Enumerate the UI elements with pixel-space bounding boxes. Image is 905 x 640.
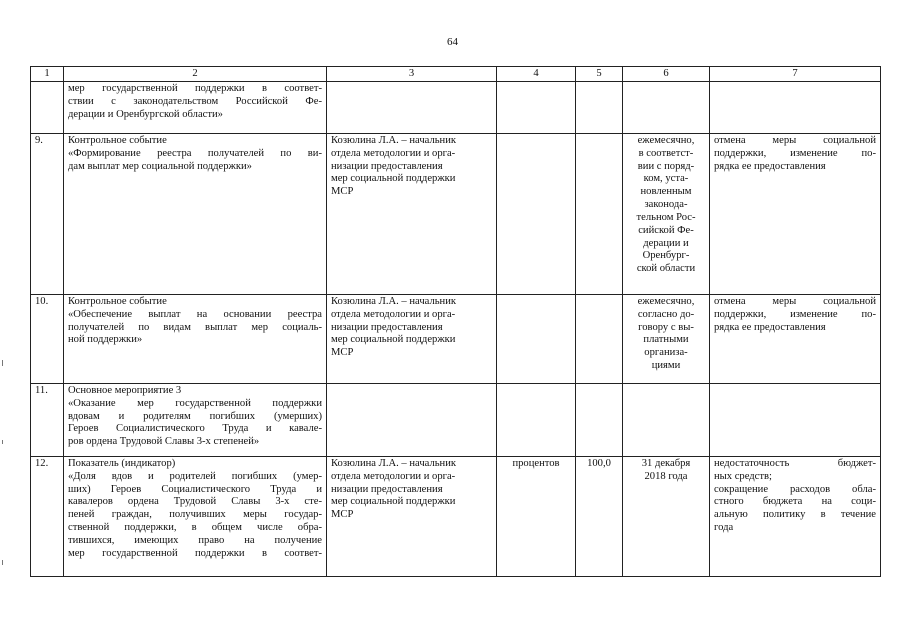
text-line: альную политику в течение	[714, 509, 876, 521]
text-line: пеней граждан, получивших меры государ-	[68, 509, 322, 521]
text-line: недостаточность бюджет-	[714, 458, 876, 469]
text-line: «Оказание мер государственной поддержки	[68, 397, 322, 409]
text-line: ствии с законодательством Российской Фе-	[68, 95, 322, 107]
document-table	[30, 66, 881, 577]
row-number: 12.	[31, 457, 64, 577]
column-header-4: 4	[497, 67, 576, 82]
column-header-3: 3	[327, 67, 497, 82]
row-unit	[497, 82, 576, 134]
table-row	[31, 134, 881, 295]
row-description	[64, 457, 327, 577]
row-deadline	[623, 295, 710, 384]
column-header-5: 5	[576, 67, 623, 82]
row-responsible	[327, 82, 497, 134]
text-line: Контрольное событие	[68, 296, 167, 307]
row-unit	[497, 295, 576, 384]
row-responsible	[327, 457, 497, 577]
text-line: сокращение расходов обла-	[714, 483, 876, 495]
text-line: ших) Героев Социалистического Труда и	[68, 483, 322, 495]
row-unit: процентов	[497, 457, 576, 577]
text-line: МСР	[331, 186, 354, 198]
text-line: поддержки, изменение по-	[714, 147, 876, 159]
text-line: Козюлина Л.А. – начальник	[331, 135, 457, 146]
text-line: ком, уста-	[643, 173, 689, 185]
text-line: мер социальной поддержки	[331, 173, 456, 185]
text-line: 2018 года	[644, 470, 688, 482]
row-deadline	[623, 457, 710, 577]
text-line: согласно до-	[637, 308, 695, 320]
text-line: отмена меры социальной	[714, 296, 876, 307]
text-line: мер социальной поддержки	[331, 334, 456, 346]
row-value	[576, 384, 623, 457]
text-line: «Обеспечение выплат на основании реестра	[68, 308, 322, 320]
text-line: ной поддержки»	[68, 334, 143, 346]
text-line: «Формирование реестра получателей по ви-	[68, 147, 322, 159]
row-number	[31, 82, 64, 134]
text-line: тившихся, имеющих право на получение	[68, 534, 322, 546]
text-line: говору с вы-	[638, 321, 694, 333]
text-line: рядка ее предоставления	[714, 160, 826, 172]
text-line: мер государственной поддержки в соответ-	[68, 83, 322, 94]
row-description	[64, 295, 327, 384]
text-line: низации предоставления	[331, 321, 443, 333]
text-line: ежемесячно,	[637, 135, 695, 146]
text-line: отдела методологии и орга-	[331, 147, 456, 159]
row-value: 100,0	[576, 457, 623, 577]
text-line: Козюлина Л.А. – начальник	[331, 296, 457, 307]
row-responsible	[327, 295, 497, 384]
row-unit	[497, 134, 576, 295]
row-responsible	[327, 134, 497, 295]
text-line: низации предоставления	[331, 160, 443, 172]
text-line: Козюлина Л.А. – начальник	[331, 458, 457, 469]
text-line: низации предоставления	[331, 483, 443, 495]
text-line: Оренбург-	[642, 250, 690, 262]
text-line: МСР	[331, 509, 354, 521]
text-line: циями	[651, 360, 681, 372]
header-row	[31, 67, 881, 82]
text-line: новленным	[640, 186, 692, 198]
text-line: мер социальной поддержки	[331, 496, 456, 508]
text-line: сийской Фе-	[638, 224, 694, 236]
row-value	[576, 134, 623, 295]
text-line: дерации и Оренбургской области»	[68, 108, 223, 120]
text-line: ежемесячно,	[637, 296, 695, 307]
text-line: ственной поддержки, в общем числе обра-	[68, 522, 322, 534]
text-line: 31 декабря	[641, 458, 691, 469]
text-line: стного бюджета на соци-	[714, 496, 876, 508]
scan-mark	[2, 560, 3, 565]
text-line: ных средств;	[714, 470, 772, 482]
text-line: дерации и	[643, 237, 689, 249]
text-line: дам выплат мер социальной поддержки»	[68, 160, 252, 172]
row-deadline	[623, 134, 710, 295]
text-line: получателей по видам выплат мер социаль-	[68, 321, 322, 333]
row-value	[576, 82, 623, 134]
text-line: кавалеров ордена Трудовой Славы 3-х сте-	[68, 496, 322, 508]
row-deadline	[623, 82, 710, 134]
table-row	[31, 82, 881, 134]
row-unit	[497, 384, 576, 457]
column-header-1: 1	[31, 67, 64, 82]
text-line: вдовам и родителям погибших (умерших)	[68, 410, 322, 422]
scan-mark	[2, 360, 3, 366]
row-risk	[710, 134, 881, 295]
text-line: ров ордена Трудовой Славы 3-х степеней»	[68, 436, 260, 448]
row-number: 10.	[31, 295, 64, 384]
row-description	[64, 134, 327, 295]
text-line: отмена меры социальной	[714, 135, 876, 146]
text-line: отдела методологии и орга-	[331, 308, 456, 320]
page-number: 64	[447, 36, 458, 48]
row-risk	[710, 82, 881, 134]
column-header-6: 6	[623, 67, 710, 82]
text-line: рядка ее предоставления	[714, 321, 826, 333]
text-line: поддержки, изменение по-	[714, 308, 876, 320]
text-line: Контрольное событие	[68, 135, 167, 146]
row-description	[64, 384, 327, 457]
table-row	[31, 457, 881, 577]
row-risk	[710, 295, 881, 384]
text-line: «Доля вдов и родителей погибших (умер-	[68, 470, 322, 482]
text-line: законода-	[644, 199, 688, 211]
table-row	[31, 295, 881, 384]
text-line: организа-	[644, 347, 688, 359]
row-responsible	[327, 384, 497, 457]
text-line: ской области	[636, 263, 696, 275]
text-line: Показатель (индикатор)	[68, 458, 176, 469]
text-line: отдела методологии и орга-	[331, 470, 456, 482]
text-line: тельном Рос-	[636, 211, 696, 223]
row-number: 11.	[31, 384, 64, 457]
row-risk	[710, 384, 881, 457]
row-number: 9.	[31, 134, 64, 295]
row-description	[64, 82, 327, 134]
text-line: вии с поряд-	[637, 160, 695, 172]
column-header-7: 7	[710, 67, 881, 82]
row-risk	[710, 457, 881, 577]
table-row	[31, 384, 881, 457]
column-header-2: 2	[64, 67, 327, 82]
text-line: МСР	[331, 347, 354, 359]
text-line: Героев Социалистического Труда и кавале-	[68, 423, 322, 435]
scan-mark	[2, 440, 3, 444]
row-deadline	[623, 384, 710, 457]
text-line: Основное мероприятие 3	[68, 385, 182, 396]
text-line: платными	[643, 334, 689, 346]
text-line: в соответст-	[638, 147, 694, 159]
row-value	[576, 295, 623, 384]
text-line: года	[714, 522, 734, 534]
text-line: мер государственной поддержки в соответ-	[68, 547, 322, 559]
